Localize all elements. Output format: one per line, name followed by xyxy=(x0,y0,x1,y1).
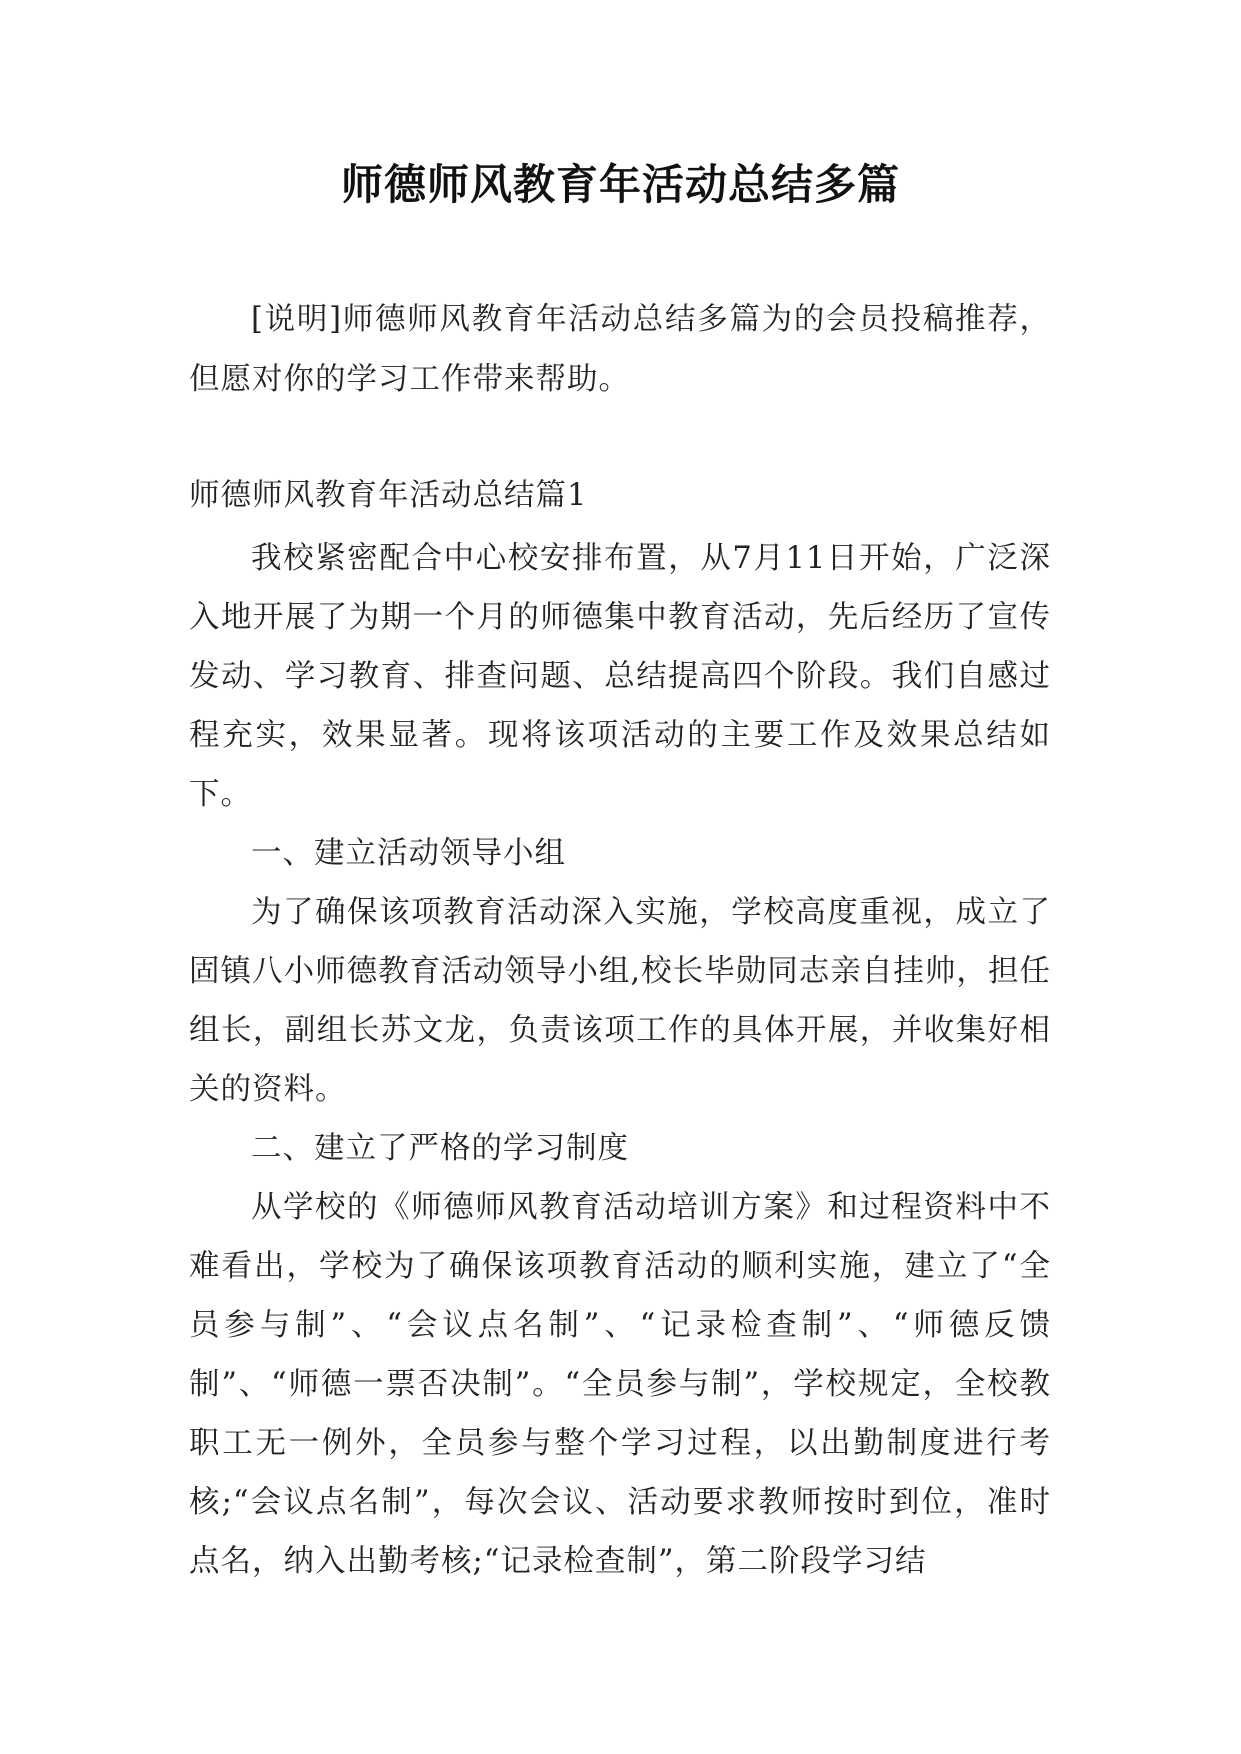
paragraph-leadership-group: 为了确保该项教育活动深入实施，学校高度重视，成立了固镇八小师德教育活动领导小组,校长毕勋同志亲自挂帅，担任组长，副组长苏文龙，负责该项工作的具体开展，并收集好相关的资料。 xyxy=(189,895,1051,1107)
intro-block xyxy=(189,290,1051,410)
paragraph-overview: 我校紧密配合中心校安排布置，从7月11日开始，广泛深入地开展了为期一个月的师德集中教育活动，先后经历了宣传发动、学习教育、排查问题、总结提高四个阶段。我们自感过程充实，效果显著。现将该项活动的主要工作及效果总结如下。 xyxy=(189,541,1051,812)
document-title: 师德师风教育年活动总结多篇 xyxy=(340,160,900,209)
subheading-leadership-group: 一、建立活动领导小组 xyxy=(251,836,566,871)
intro-paragraph: [说明]师德师风教育年活动总结多篇为的会员投稿推荐，但愿对你的学习工作带来帮助。 xyxy=(189,302,1051,397)
section-1 xyxy=(189,466,1051,1591)
section-heading: 师德师风教育年活动总结篇1 xyxy=(189,478,588,513)
subheading-study-system: 二、建立了严格的学习制度 xyxy=(251,1131,629,1166)
paragraph-study-system: 从学校的《师德师风教育活动培训方案》和过程资料中不难看出，学校为了确保该项教育活动的顺利实施，建立了“全员参与制”、“会议点名制”、“记录检查制”、“师德反馈制”、“师德一票否决制”。“全员参与制”，学校规定，全校教职工无一例外，全员参与整个学习过程，以出勤制度进行考核;“会议点名制”，每次会议、活动要求教师按时到位，准时点名，纳入出勤考核;“记录检查制”，第二阶段学习结 xyxy=(189,1190,1051,1579)
